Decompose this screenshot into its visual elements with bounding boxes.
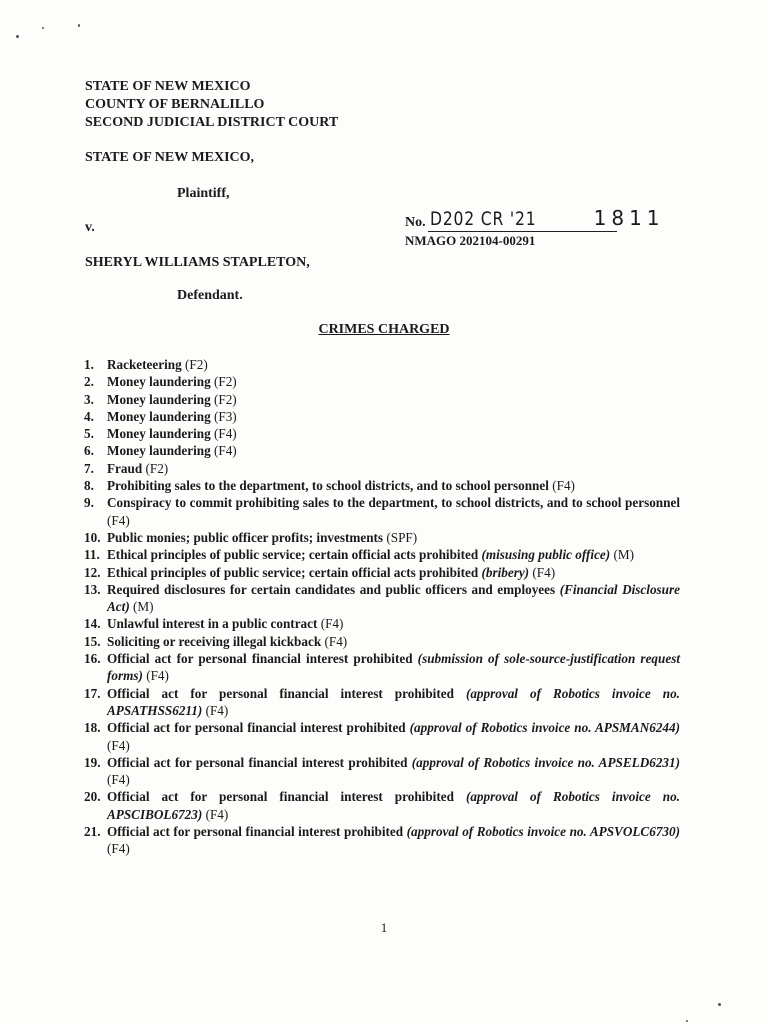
charge-class: (SPF) xyxy=(383,529,418,545)
charge-class: (F2) xyxy=(142,460,169,476)
charge-name: Money laundering xyxy=(107,374,211,390)
handwritten-case-prefix: D202 CR '21 xyxy=(429,208,537,230)
charge-class: (M) xyxy=(610,547,634,563)
charge-item xyxy=(84,633,680,650)
charge-description: (approval of Robotics invoice no. APSMAN6244) xyxy=(409,720,680,736)
charge-name: Ethical principles of public service; certain official acts prohibited xyxy=(107,547,482,563)
charge-name: Official act for personal financial interest prohibited xyxy=(107,685,466,701)
charge-description: (approval of Robotics invoice no. APSCIBOL6723) xyxy=(107,789,680,822)
charge-class: (F4) xyxy=(529,564,556,580)
charge-class: (M) xyxy=(129,599,154,615)
charge-number: 5. xyxy=(84,426,94,442)
charge-name: Official act for personal financial interest prohibited xyxy=(107,651,418,667)
page-number: 1 xyxy=(380,920,388,935)
scan-speck xyxy=(686,1020,688,1022)
charge-item xyxy=(84,823,680,858)
charge-name: Required disclosures for certain candidates and public officers and employees xyxy=(107,581,560,597)
charge-item xyxy=(84,356,680,373)
charge-class: (F4) xyxy=(107,841,130,857)
case-number-line xyxy=(428,206,665,232)
charge-item xyxy=(84,373,680,390)
case-number-label: No. xyxy=(405,215,426,230)
charge-number: 19. xyxy=(84,754,101,770)
scan-speck xyxy=(42,27,44,29)
charge-number: 17. xyxy=(84,685,101,701)
charge-item xyxy=(84,477,680,494)
charge-number: 4. xyxy=(84,408,94,424)
charge-number: 10. xyxy=(84,529,101,545)
charge-class: (F4) xyxy=(107,737,130,753)
charge-name: Official act for personal financial interest prohibited xyxy=(107,789,466,805)
plaintiff-role: Plaintiff, xyxy=(177,186,230,201)
charge-item xyxy=(84,529,680,546)
charge-item xyxy=(84,494,680,529)
charge-class: (F4) xyxy=(107,512,130,528)
charge-number: 12. xyxy=(84,564,101,580)
charge-class: (F4) xyxy=(548,478,575,494)
charge-name: Money laundering xyxy=(107,391,211,407)
charge-number: 16. xyxy=(84,651,101,667)
charge-name: Official act for personal financial interest prohibited xyxy=(107,754,412,770)
charge-name: Prohibiting sales to the department, to school districts, and to school personnel xyxy=(107,478,549,494)
charge-item xyxy=(84,460,680,477)
charge-name: Official act for personal financial interest prohibited xyxy=(107,824,407,840)
charge-item xyxy=(84,754,680,789)
charge-name: Soliciting or receiving illegal kickback xyxy=(107,633,322,649)
defendant-role: Defendant. xyxy=(177,288,243,303)
plaintiff-name: STATE OF NEW MEXICO, xyxy=(85,150,255,165)
charge-name: Money laundering xyxy=(107,426,211,442)
section-title xyxy=(0,322,768,338)
charge-class: (F4) xyxy=(202,806,229,822)
charge-number: 15. xyxy=(84,633,101,649)
versus-label: v. xyxy=(85,220,95,235)
charge-number: 21. xyxy=(84,824,101,840)
charge-name: Conspiracy to commit prohibiting sales to the department, to school districts, and to school personnel xyxy=(107,495,680,511)
charge-number: 8. xyxy=(84,478,94,494)
charge-item xyxy=(84,685,680,720)
charge-item xyxy=(84,442,680,459)
court-header-line: COUNTY OF BERNALILLO xyxy=(85,97,265,112)
charge-item xyxy=(84,391,680,408)
charge-name: Fraud xyxy=(107,460,143,476)
charge-item xyxy=(84,615,680,632)
charge-number: 1. xyxy=(84,357,94,372)
charge-number: 7. xyxy=(84,460,94,476)
charge-description: (bribery) xyxy=(481,564,530,580)
charge-name: Money laundering xyxy=(107,408,211,424)
charge-item xyxy=(84,425,680,442)
charge-item xyxy=(84,719,680,754)
charge-class: (F4) xyxy=(210,426,237,442)
charge-number: 2. xyxy=(84,374,94,390)
case-number-block xyxy=(405,206,665,249)
charge-class: (F4) xyxy=(202,702,229,718)
charge-item xyxy=(84,408,680,425)
charge-name: Racketeering xyxy=(107,357,182,372)
court-header-line: SECOND JUDICIAL DISTRICT COURT xyxy=(85,115,339,130)
charge-description: (approval of Robotics invoice no. APSELD6231) xyxy=(411,754,680,770)
charge-number: 9. xyxy=(84,495,94,511)
charge-item xyxy=(84,788,680,823)
charge-class: (F4) xyxy=(210,443,237,459)
scan-speck xyxy=(16,35,19,38)
charge-item xyxy=(84,581,680,616)
scan-speck xyxy=(78,24,80,27)
charge-number: 3. xyxy=(84,391,94,407)
scan-speck xyxy=(718,1003,721,1006)
charge-class: (F4) xyxy=(317,616,344,632)
charge-number: 13. xyxy=(84,581,101,597)
charge-description: (approval of Robotics invoice no. APSVOLC6730) xyxy=(406,824,680,840)
charge-class: (F4) xyxy=(321,633,348,649)
charge-item xyxy=(84,546,680,563)
court-header xyxy=(85,78,338,132)
section-title-text: CRIMES CHARGED xyxy=(318,322,450,337)
charge-description: (approval of Robotics invoice no. APSATHSS6211) xyxy=(107,685,680,718)
charge-name: Official act for personal financial interest prohibited xyxy=(107,720,410,736)
charge-number: 6. xyxy=(84,443,94,459)
handwritten-case-number: 1811 xyxy=(593,206,665,230)
charge-name: Public monies; public officer profits; investments xyxy=(107,529,384,545)
agency-number: NMAGO 202104-00291 xyxy=(405,233,536,248)
charge-number: 14. xyxy=(84,616,101,632)
charge-item xyxy=(84,650,680,685)
defendant-name: SHERYL WILLIAMS STAPLETON, xyxy=(85,255,310,270)
charge-name: Ethical principles of public service; certain official acts prohibited xyxy=(107,564,482,580)
charge-description: (misusing public office) xyxy=(481,547,611,563)
charge-number: 20. xyxy=(84,789,101,805)
charge-name: Unlawful interest in a public contract xyxy=(107,616,318,632)
charge-number: 11. xyxy=(84,547,100,563)
charge-class: (F4) xyxy=(142,668,169,684)
charge-item xyxy=(84,564,680,581)
charge-description: (submission of sole-source-justification request forms) xyxy=(107,651,680,684)
charge-description: (Financial Disclosure Act) xyxy=(107,581,680,615)
charge-class: (F2) xyxy=(210,391,237,407)
charge-class: (F4) xyxy=(107,772,130,788)
charges-list xyxy=(84,356,680,858)
charge-class: (F2) xyxy=(210,374,237,390)
charge-number: 18. xyxy=(84,720,101,736)
charge-class: (F3) xyxy=(210,408,237,424)
charge-class: (F2) xyxy=(181,357,208,372)
court-header-line: STATE OF NEW MEXICO xyxy=(85,79,251,94)
charge-name: Money laundering xyxy=(107,443,211,459)
